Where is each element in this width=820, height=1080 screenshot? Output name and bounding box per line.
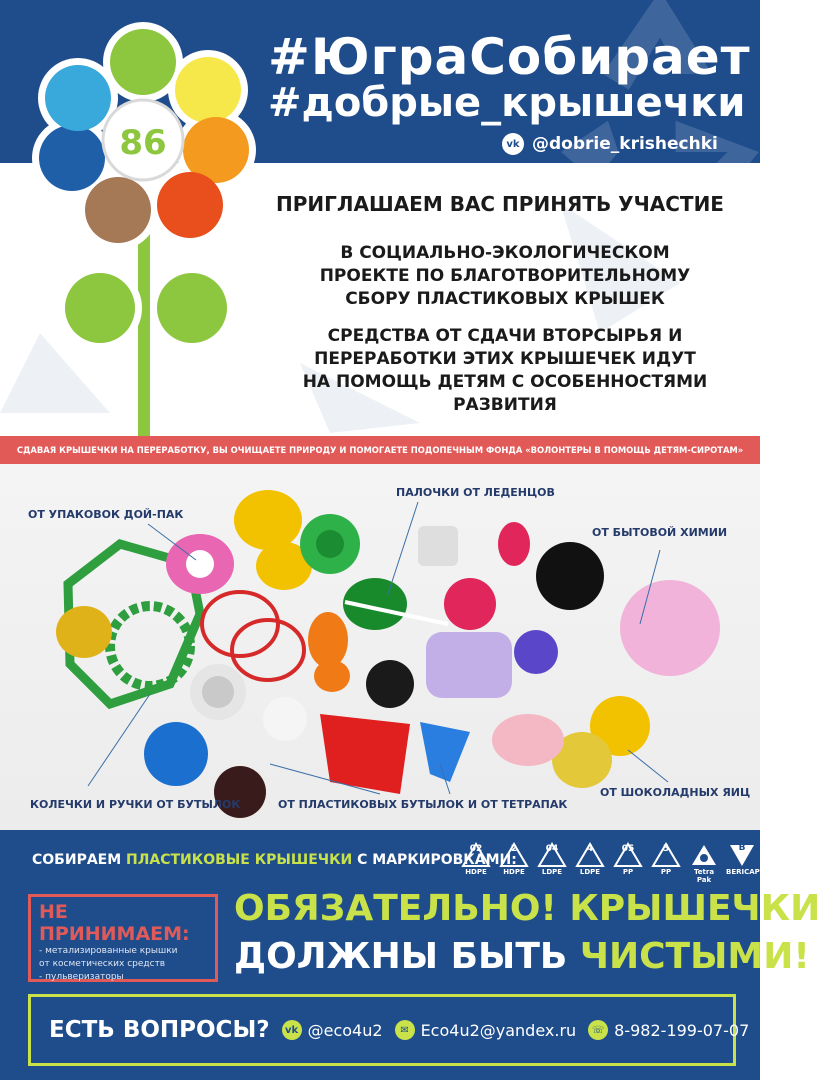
vk-handle-text: @dobrie_krishechki — [532, 134, 718, 154]
vk-icon: vk — [502, 133, 524, 155]
code-label: PP — [622, 868, 634, 876]
not-accepted-item: - пульверизаторы — [39, 972, 124, 982]
vk-contact-text: @eco4u2 — [307, 1020, 383, 1040]
caps-photo — [0, 464, 760, 830]
label-rings: КОЛЕЧКИ И РУЧКИ ОТ БУТЫЛОК — [30, 798, 241, 811]
not-accepted-item: - метализированные крышки — [39, 946, 178, 956]
recycle-code-2-hdpe: 2 HDPE — [498, 842, 530, 876]
must-be-clean-line2 — [234, 936, 810, 977]
label-bottles: ОТ ПЛАСТИКОВЫХ БУТЫЛОК И ОТ ТЕТРАПАК — [278, 798, 568, 811]
code-label: PP — [660, 868, 672, 876]
vk-handle-link[interactable] — [502, 133, 718, 155]
project-line: ПРОЕКТЕ ПО БЛАГОТВОРИТЕЛЬНОМУ — [319, 266, 691, 286]
recycle-code-05-pp: 05 PP — [612, 842, 644, 876]
bericap-label: BERICAP — [726, 868, 760, 876]
recycling-codes — [460, 842, 758, 884]
phone-icon: ☏ — [588, 1020, 608, 1040]
not-accepted-item: от косметических средств — [39, 959, 166, 969]
code-label: LDPE — [541, 868, 563, 876]
code-label: LDPE — [579, 868, 601, 876]
collect-suffix: С МАРКИРОВКАМИ: — [357, 852, 517, 868]
project-line: СБОРУ ПЛАСТИКОВЫХ КРЫШЕК — [345, 289, 665, 309]
vk-contact-link[interactable] — [282, 1020, 383, 1040]
hashtag-sub: #добрые_крышечки — [268, 80, 746, 126]
footer-panel — [0, 830, 820, 1080]
project-line: В СОЦИАЛЬНО-ЭКОЛОГИЧЕСКОМ — [340, 243, 670, 263]
tetrapak-icon — [689, 842, 719, 868]
must-prefix: ДОЛЖНЫ БЫТЬ — [234, 936, 568, 977]
phone-contact-text: 8-982-199-07-07 — [614, 1020, 750, 1040]
code-label: HDPE — [465, 868, 487, 876]
collect-highlight: ПЛАСТИКОВЫЕ КРЫШЕЧКИ — [126, 852, 353, 868]
bericap-mark — [726, 842, 758, 876]
phone-contact-link[interactable] — [588, 1020, 749, 1040]
not-accepted-title: НЕ ПРИНИМАЕМ: — [39, 901, 190, 945]
label-lollipop: ПАЛОЧКИ ОТ ЛЕДЕНЦОВ — [396, 486, 555, 499]
recycle-code-5-pp: 5 PP — [650, 842, 682, 876]
invite-heading: ПРИГЛАШАЕМ ВАС ПРИНЯТЬ УЧАСТИЕ — [276, 192, 724, 216]
collect-prefix: СОБИРАЕМ — [32, 852, 122, 868]
flower-logo — [0, 0, 260, 450]
recycle-code-4-ldpe: 4 LDPE — [574, 842, 606, 876]
code-label: HDPE — [503, 868, 525, 876]
hashtag-main: #ЮграСобирает — [268, 28, 751, 86]
must-be-clean-line1: ОБЯЗАТЕЛЬНО! КРЫШЕЧКИ — [234, 888, 820, 929]
label-chemistry: ОТ БЫТОВОЙ ХИМИИ — [592, 526, 728, 539]
funds-line: НА ПОМОЩЬ ДЕТЯМ С ОСОБЕННОСТЯМИ — [302, 372, 708, 392]
contacts-box — [28, 994, 750, 1066]
not-accepted-box — [28, 894, 218, 982]
charity-strip: СДАВАЯ КРЫШЕЧКИ НА ПЕРЕРАБОТКУ, ВЫ ОЧИЩАЕТЕ ПРИРОДУ И ПОМОГАЕТЕ ПОДОПЕЧНЫМ ФОНДА «ВОЛОНТЕРЫ В ПОМОЩЬ ДЕТЯМ-СИРОТАМ» — [0, 436, 760, 464]
envelope-icon: ✉ — [395, 1020, 415, 1040]
vk-icon: vk — [282, 1020, 302, 1040]
email-contact-link[interactable] — [395, 1020, 577, 1040]
questions-label: ЕСТЬ ВОПРОСЫ? — [49, 1017, 270, 1043]
must-highlight: ЧИСТЫМИ! — [579, 936, 810, 977]
recycle-code-02-hdpe: 02 HDPE — [460, 842, 492, 876]
logo-number: 86 — [119, 123, 167, 163]
label-doypack: ОТ УПАКОВОК ДОЙ-ПАК — [28, 508, 184, 521]
funds-description — [270, 325, 740, 417]
funds-line: ПЕРЕРАБОТКИ ЭТИХ КРЫШЕЧЕК ИДУТ — [314, 349, 696, 369]
label-eggs: ОТ ШОКОЛАДНЫХ ЯИЦ — [600, 786, 751, 799]
email-contact-text: Eco4u2@yandex.ru — [420, 1020, 577, 1040]
project-description — [270, 242, 740, 311]
tetrapak-mark — [688, 842, 720, 884]
tetrapak-label: Tetra Pak — [693, 868, 715, 884]
collect-heading — [32, 852, 517, 868]
recycle-code-04-ldpe: 04 LDPE — [536, 842, 568, 876]
funds-line: СРЕДСТВА ОТ СДАЧИ ВТОРСЫРЬЯ И — [327, 326, 683, 346]
funds-line: РАЗВИТИЯ — [453, 395, 557, 415]
